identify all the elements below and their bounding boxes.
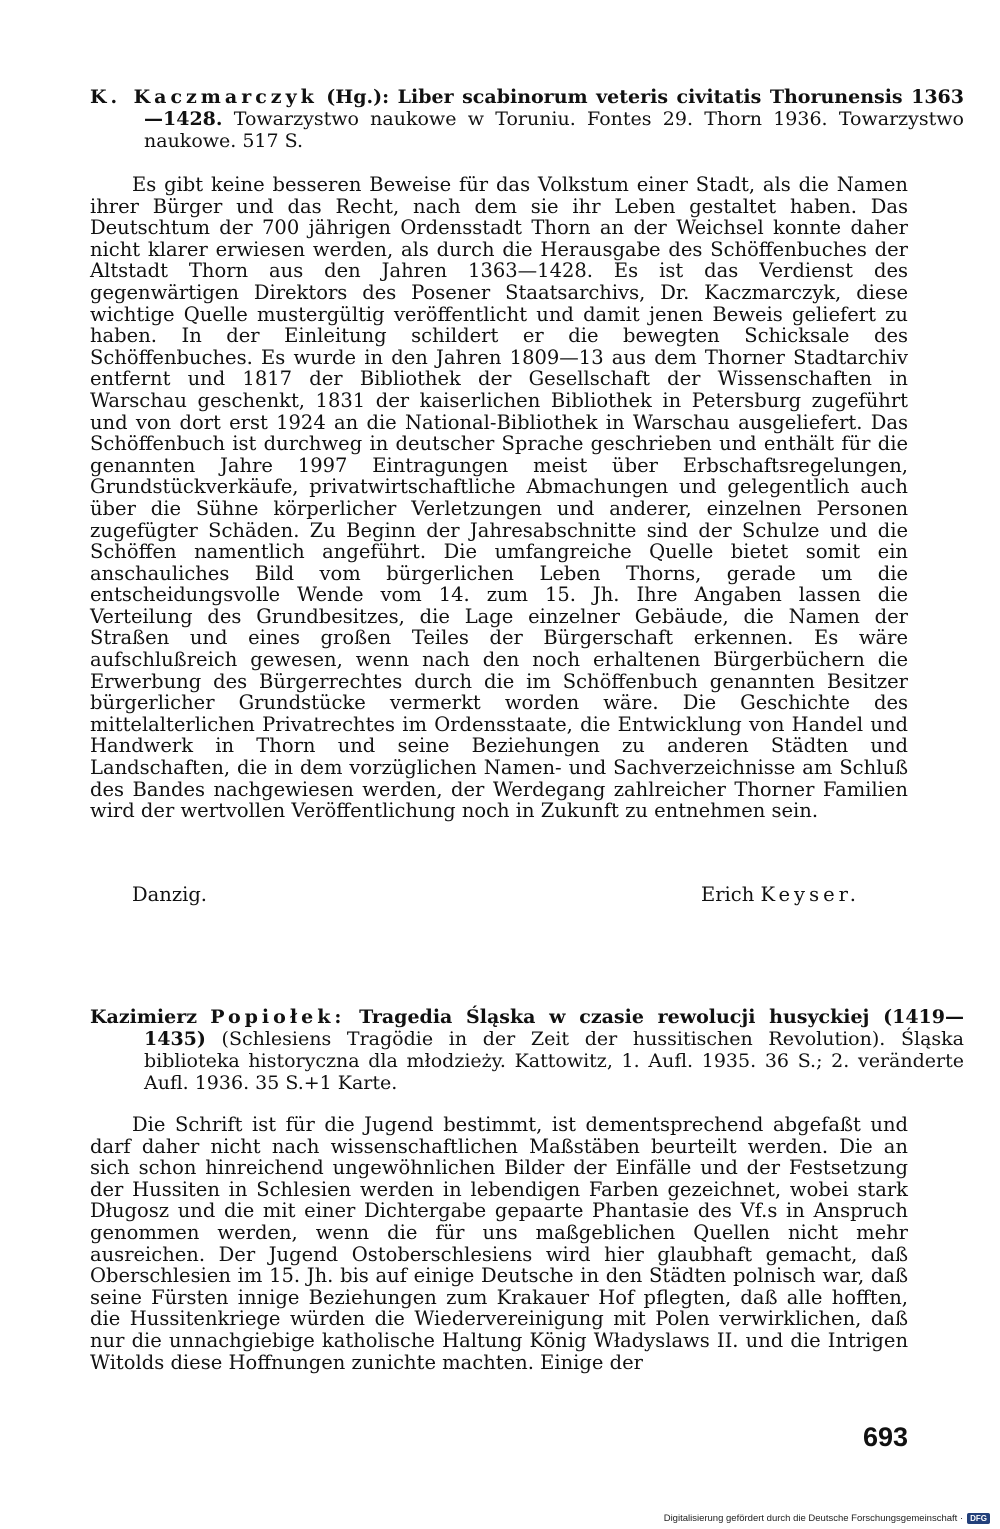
digitization-footer [664,1513,990,1524]
review1-place: Danzig. [132,883,208,906]
review1-heading [90,86,964,152]
dfg-logo-icon: DFG [967,1513,990,1524]
review1-title: Liber scabinorum veteris civitatis Thorunensis 1363—1428. [144,86,964,130]
review2-author-last: Popiołek: [210,1006,346,1028]
footer-text: Digitalisierung gefördert durch die Deutsche Forschungsgemeinschaft · [663,1513,964,1524]
review1-publication: Towarzystwo naukowe w Toruniu. Fontes 29. Thorn 1936. Towarzystwo naukowe. 517 S. [144,108,964,152]
review2-body: Die Schrift ist für die Jugend bestimmt, ist dementsprechend abgefaßt und darf daher nicht nach wissenschaftlichen Maßstäben beurteilt werden. Die an sich schon hinreichend ungewöhnlichen Bilder der Einfälle und der Festsetzung der Hussiten in Schlesien werden in lebendigen Farben gezeichnet, wobei stark Długosz und die mit einer Dichtergabe gepaarte Phantasie des Vf.s in Anspruch genommen werden, wenn die für uns maßgeblichen Quellen nicht mehr ausreichen. Der Jugend Ostoberschlesiens wird hier glaubhaft gemacht, daß Oberschlesien im 15. Jh. bis auf einige Deutsche in den Städten polnisch war, daß seine Fürsten innige Beziehungen zum Krakauer Hof pflegten, daß alle hofften, die Hussitenkriege würden die Wiedervereinigung mit Polen verwirklichen, daß nur die unnachgiebige katholische Haltung König Władyslaws II. und die Intrigen Witolds diese Hoffnungen zunichte machten. Einige der [90,1113,908,1374]
review2-title: Tragedia Śląska w czasie rewolucji husyckiej (1419—1435) [144,1006,964,1050]
review2-publication: (Schlesiens Tragödie in der Zeit der hussitischen Revolution). Śląska biblioteka historyczna dla młodzieży. Kattowitz, 1. Aufl. 1935. 36 S.; 2. veränderte Aufl. 1936. 35 S.+1 Karte. [144,1028,964,1094]
review1-reviewer [701,884,860,906]
review1-signature [90,884,908,908]
review2-author-first: Kazimierz [90,1006,198,1028]
review1-author: K. Kaczmarczyk [90,86,318,108]
review1-author-suffix: (Hg.): [317,86,390,108]
review2-heading [90,1006,964,1094]
page-number: 693 [862,1422,908,1452]
review1-body: Es gibt keine besseren Beweise für das Volkstum einer Stadt, als die Namen ihrer Bürger und das Recht, nach dem sie ihr Leben gestaltet haben. Das Deutschtum der 700 jährigen Ordensstadt Thorn an der Weichsel konnte daher nicht klarer erwiesen werden, als durch die Herausgabe des Schöffenbuches der Altstadt Thorn aus den Jahren 1363—1428. Es ist das Verdienst des gegenwärtigen Direktors des Posener Staatsarchivs, Dr. Kaczmarczyk, diese wichtige Quelle mustergültig veröffentlicht und damit jenen Beweis geliefert zu haben. In der Einleitung schildert er die bewegten Schicksale des Schöffenbuches. Es wurde in den Jahren 1809—13 aus dem Thorner Stadtarchiv entfernt und 1817 der Bibliothek der Gesellschaft der Wissenschaften in Warschau geschenkt, 1831 der kaiserlichen Bibliothek in Petersburg zugeführt und von dort erst 1924 an die National-Bibliothek in Warschau ausgeliefert. Das Schöffenbuch ist durchweg in deutscher Sprache geschrieben und enthält für die genannten Jahre 1997 Eintragungen meist über Erbschaftsregelungen, Grundstückverkäufe, privatwirtschaftliche Abmachungen und gelegentlich auch über die Sühne körperlicher Verletzungen und anderer, einzelnen Personen zugefügter Schäden. Zu Beginn der Jahresabschnitte sind der Schulze und die Schöffen namentlich angeführt. Die umfangreiche Quelle bietet somit ein anschauliches Bild vom bürgerlichen Leben Thorns, gerade um die entscheidungsvolle Wende vom 14. zum 15. Jh. Ihre Angaben lassen die Verteilung des Grundbesitzes, die Lage einzelner Gebäude, die Namen der Straßen und eines großen Teiles der Bürgerschaft erkennen. Es wäre aufschlußreich gewesen, wenn nach den noch erhaltenen Bürgerbüchern die Erwerbung des Bürgerrechtes durch die im Schöffenbuch genannten Besitzer bürgerlicher Grundstücke vermerkt worden wäre. Die Geschichte des mittelalterlichen Privatrechtes im Ordensstaate, die Entwicklung von Handel und Handwerk in Thorn und seine Beziehungen zu anderen Städten und Landschaften, die in dem vorzüglichen Namen- und Sachverzeichnisse am Schluß des Bandes nachgewiesen werden, der Werdegang zahlreicher Thorner Familien wird der wertvollen Veröffentlichung noch in Zukunft zu entnehmen sein. [90,173,908,823]
reviewer-first-name: Erich [700,883,755,906]
reviewer-last-name: Keyser. [760,883,860,906]
